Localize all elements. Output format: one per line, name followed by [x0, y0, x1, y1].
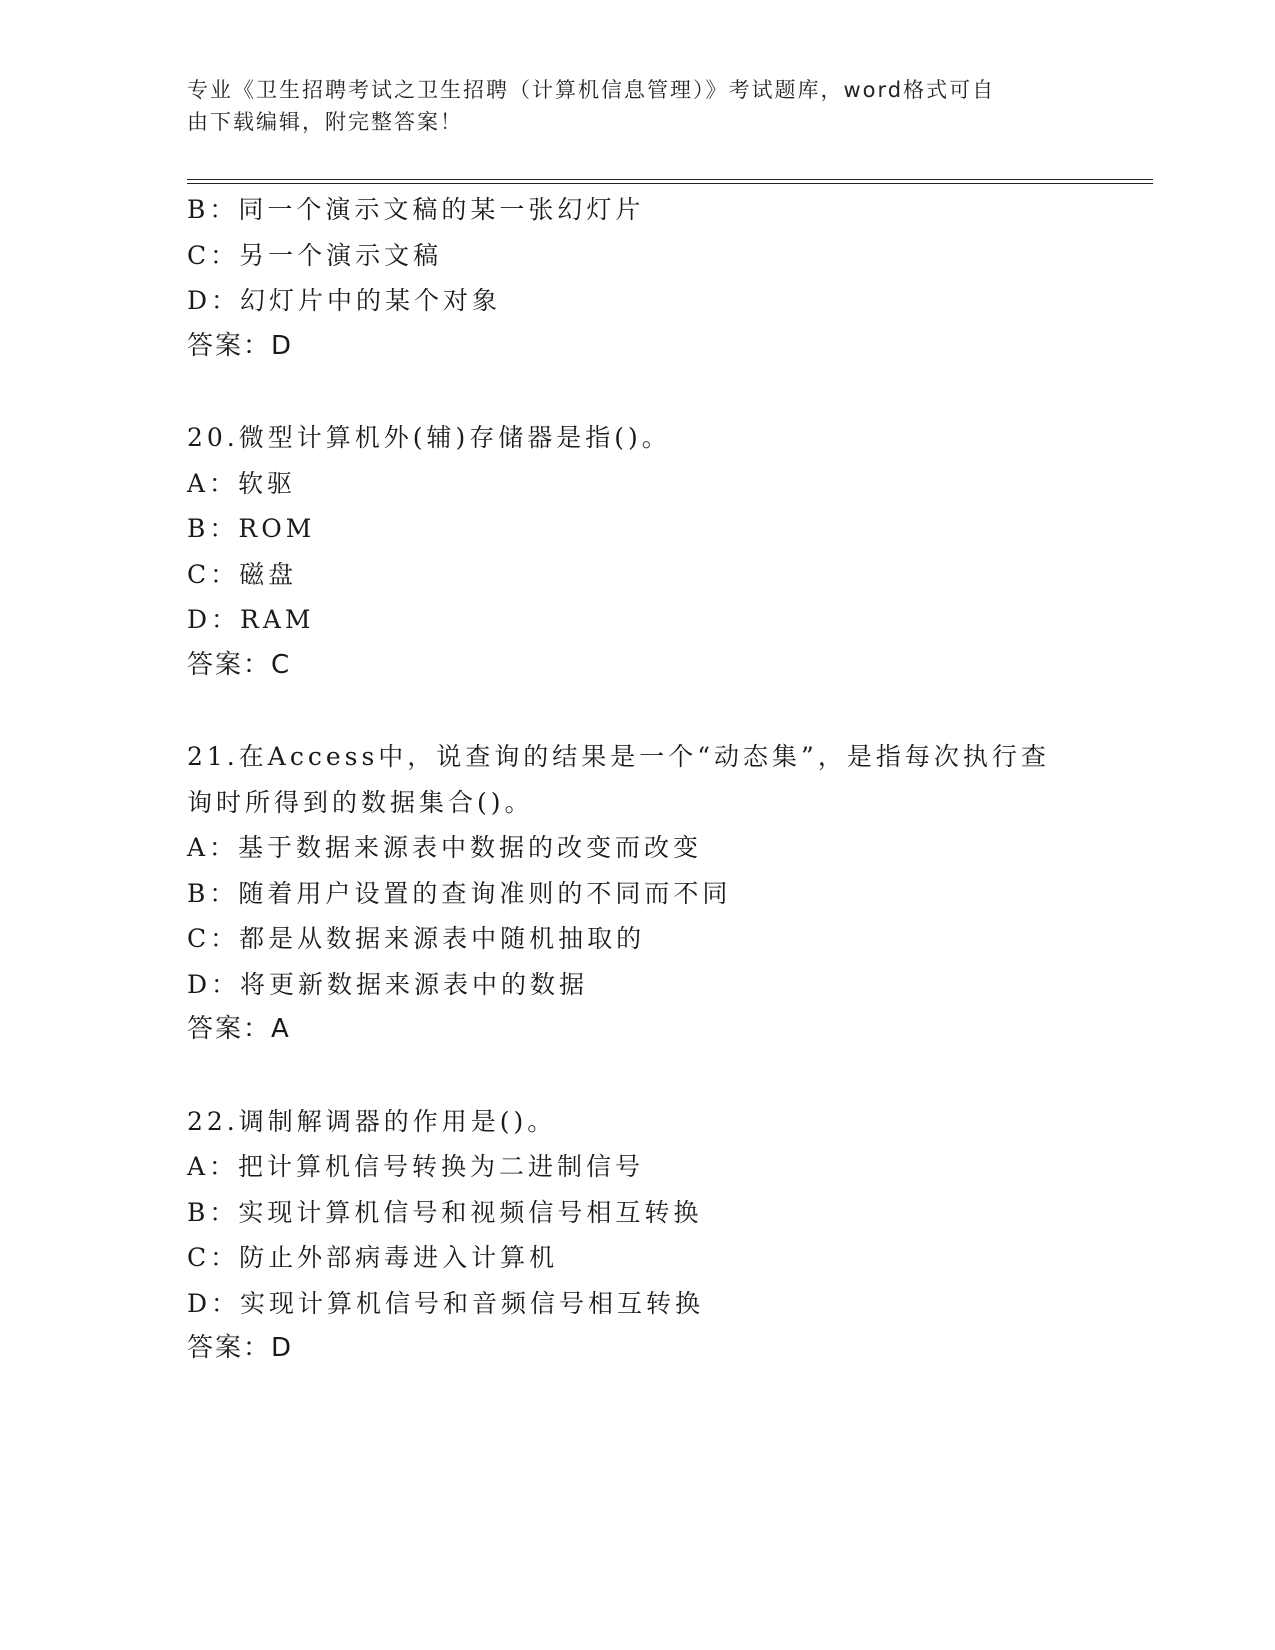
answer-line: 答案：A [187, 1014, 291, 1044]
question-list [187, 187, 1087, 1372]
question-text: 21.在Access中，说查询的结果是一个“动态集”，是指每次执行查 [187, 742, 1050, 771]
answer-line: 答案：D [187, 330, 294, 361]
option-c: C：都是从数据来源表中随机抽取的 [187, 924, 646, 953]
option-c: C：防止外部病毒进入计算机 [187, 1243, 559, 1272]
option-d: D：实现计算机信号和音频信号相互转换 [187, 1288, 705, 1318]
option-b: B：实现计算机信号和视频信号相互转换 [187, 1197, 703, 1227]
header-divider [187, 179, 1153, 184]
question-22 [187, 1099, 1087, 1372]
option-d: D：RAM [187, 605, 315, 634]
header-line-1: 专业《卫生招聘考试之卫生招聘（计算机信息管理）》考试题库，word格式可自 [187, 78, 996, 102]
option-d: D：将更新数据来源表中的数据 [187, 969, 589, 999]
option-a: A：软驱 [187, 468, 297, 498]
option-b: B：同一个演示文稿的某一张幻灯片 [187, 195, 645, 224]
question-21 [187, 734, 1087, 1053]
question-text: 20.微型计算机外(辅)存储器是指()。 [187, 423, 671, 452]
answer-line: 答案：D [187, 1333, 294, 1363]
answer-line: 答案：C [187, 649, 292, 680]
option-a: A：基于数据来源表中数据的改变而改变 [187, 833, 703, 862]
question-text: 22.调制解调器的作用是()。 [187, 1106, 557, 1136]
document-header [187, 74, 1067, 138]
question-20 [187, 415, 1087, 688]
option-b: B：随着用户设置的查询准则的不同而不同 [187, 878, 732, 908]
question-text-continued: 询时所得到的数据集合()。 [187, 787, 534, 817]
option-c: C：磁盘 [187, 559, 298, 589]
option-c: C：另一个演示文稿 [187, 240, 443, 270]
header-line-2: 由下载编辑，附完整答案！ [187, 110, 463, 134]
option-a: A：把计算机信号转换为二进制信号 [187, 1152, 645, 1181]
partial-question [187, 187, 1087, 369]
option-b: B：ROM [187, 514, 316, 543]
option-d: D：幻灯片中的某个对象 [187, 286, 502, 315]
